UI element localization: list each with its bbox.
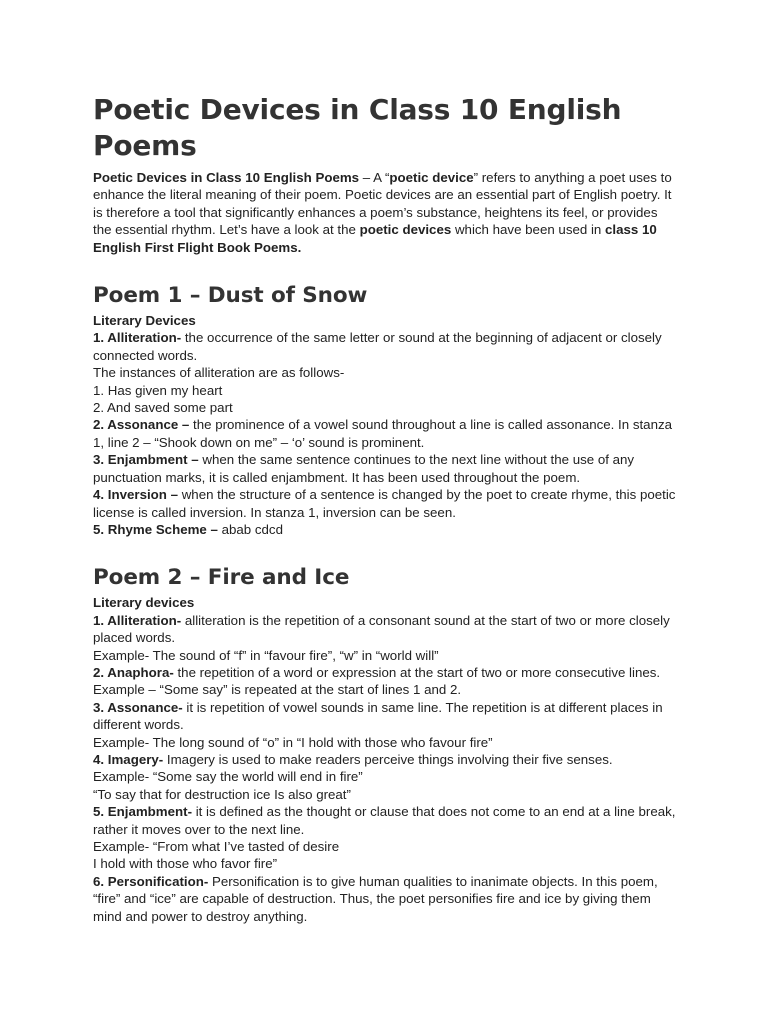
poem-1-item: 4. Inversion – when the structure of a sentence is changed by the poet to create rhyme, this poetic license is called inversion. In stanza 1, inversion can be seen. (93, 487, 676, 520)
poem-2-item: Example- The long sound of “o” in “I hold with those who favour fire” (93, 734, 493, 750)
poem-1-subheading: Literary Devices (93, 313, 196, 329)
poem-2-item: Example- “Some say the world will end in fire” (93, 769, 363, 785)
poem-2-item: Example- “From what I’ve tasted of desire (93, 839, 340, 854)
poem-2-item: 3. Assonance- it is repetition of vowel sounds in same line. The repetition is at different places in different words. (93, 699, 663, 733)
poem-2-subheading: Literary devices (93, 595, 195, 611)
poem-1-item: 5. Rhyme Scheme – abab cdcd (93, 521, 283, 537)
poem-2-item: 6. Personification- Personification is to give human qualities to inanimate objects. In this poem, “fire” and “ice” are capable of destruction. Thus, the poet personifies fire and ice by giving them mind and power to destroy anything. (93, 873, 658, 924)
poem-1-item: 1. Alliteration- the occurrence of the same letter or sound at the beginning of adjacent or closely connected words. (93, 330, 662, 363)
poem-2-item: I hold with those who favor fire” (93, 856, 278, 872)
poem-1-item: The instances of alliteration are as follows- (93, 365, 345, 381)
page-title: Poetic Devices in Class 10 English Poems (93, 93, 622, 162)
poem-2-heading: Poem 2 – Fire and Ice (93, 565, 350, 591)
poem-2-item: Example- The sound of “f” in “favour fire”, “w” in “world will” (93, 647, 439, 663)
poem-1-item: 2. Assonance – the prominence of a vowel sound throughout a line is called assonance. In stanza 1, line 2 – “Shook down on me” – ‘o’ sound is prominent. (93, 417, 673, 450)
intro-paragraph: Poetic Devices in Class 10 English Poems – A “poetic device” refers to anything a poet uses to enhance the literal meaning of their poem. Poetic devices are an essential part of English poetry. It is therefore a tool that significantly enhances a poem’s substance, heightens its feel, or provides the essential rhythm. Let’s have a look at the poetic devices which have been used in class 10 English First Flight Book Poems. (93, 170, 672, 255)
poem-2-item: Example – “Some say” is repeated at the start of lines 1 and 2. (93, 682, 462, 698)
poem-1-heading: Poem 1 – Dust of Snow (93, 283, 368, 309)
poem-2-item: “To say that for destruction ice Is also great” (93, 786, 351, 802)
poem-1-item: 3. Enjambment – when the same sentence continues to the next line without the use of any punctuation marks, it is called enjambment. It has been used throughout the poem. (93, 452, 635, 485)
poem-2-item: 2. Anaphora- the repetition of a word or expression at the start of two or more consecutive lines. (93, 664, 661, 680)
intro-lead: Poetic Devices in Class 10 English Poems (93, 170, 360, 185)
poem-1-item: 1. Has given my heart (93, 382, 223, 398)
poem-2-item: 1. Alliteration- alliteration is the repetition of a consonant sound at the start of two or more closely placed words. (93, 612, 670, 646)
poem-2-item: 4. Imagery- Imagery is used to make readers perceive things involving their five senses. (93, 751, 613, 767)
poem-1-item: 2. And saved some part (93, 400, 233, 416)
poem-2-item: 5. Enjambment- it is defined as the thought or clause that does not come to an end at a line break, rather it moves over to the next line. (93, 804, 676, 837)
